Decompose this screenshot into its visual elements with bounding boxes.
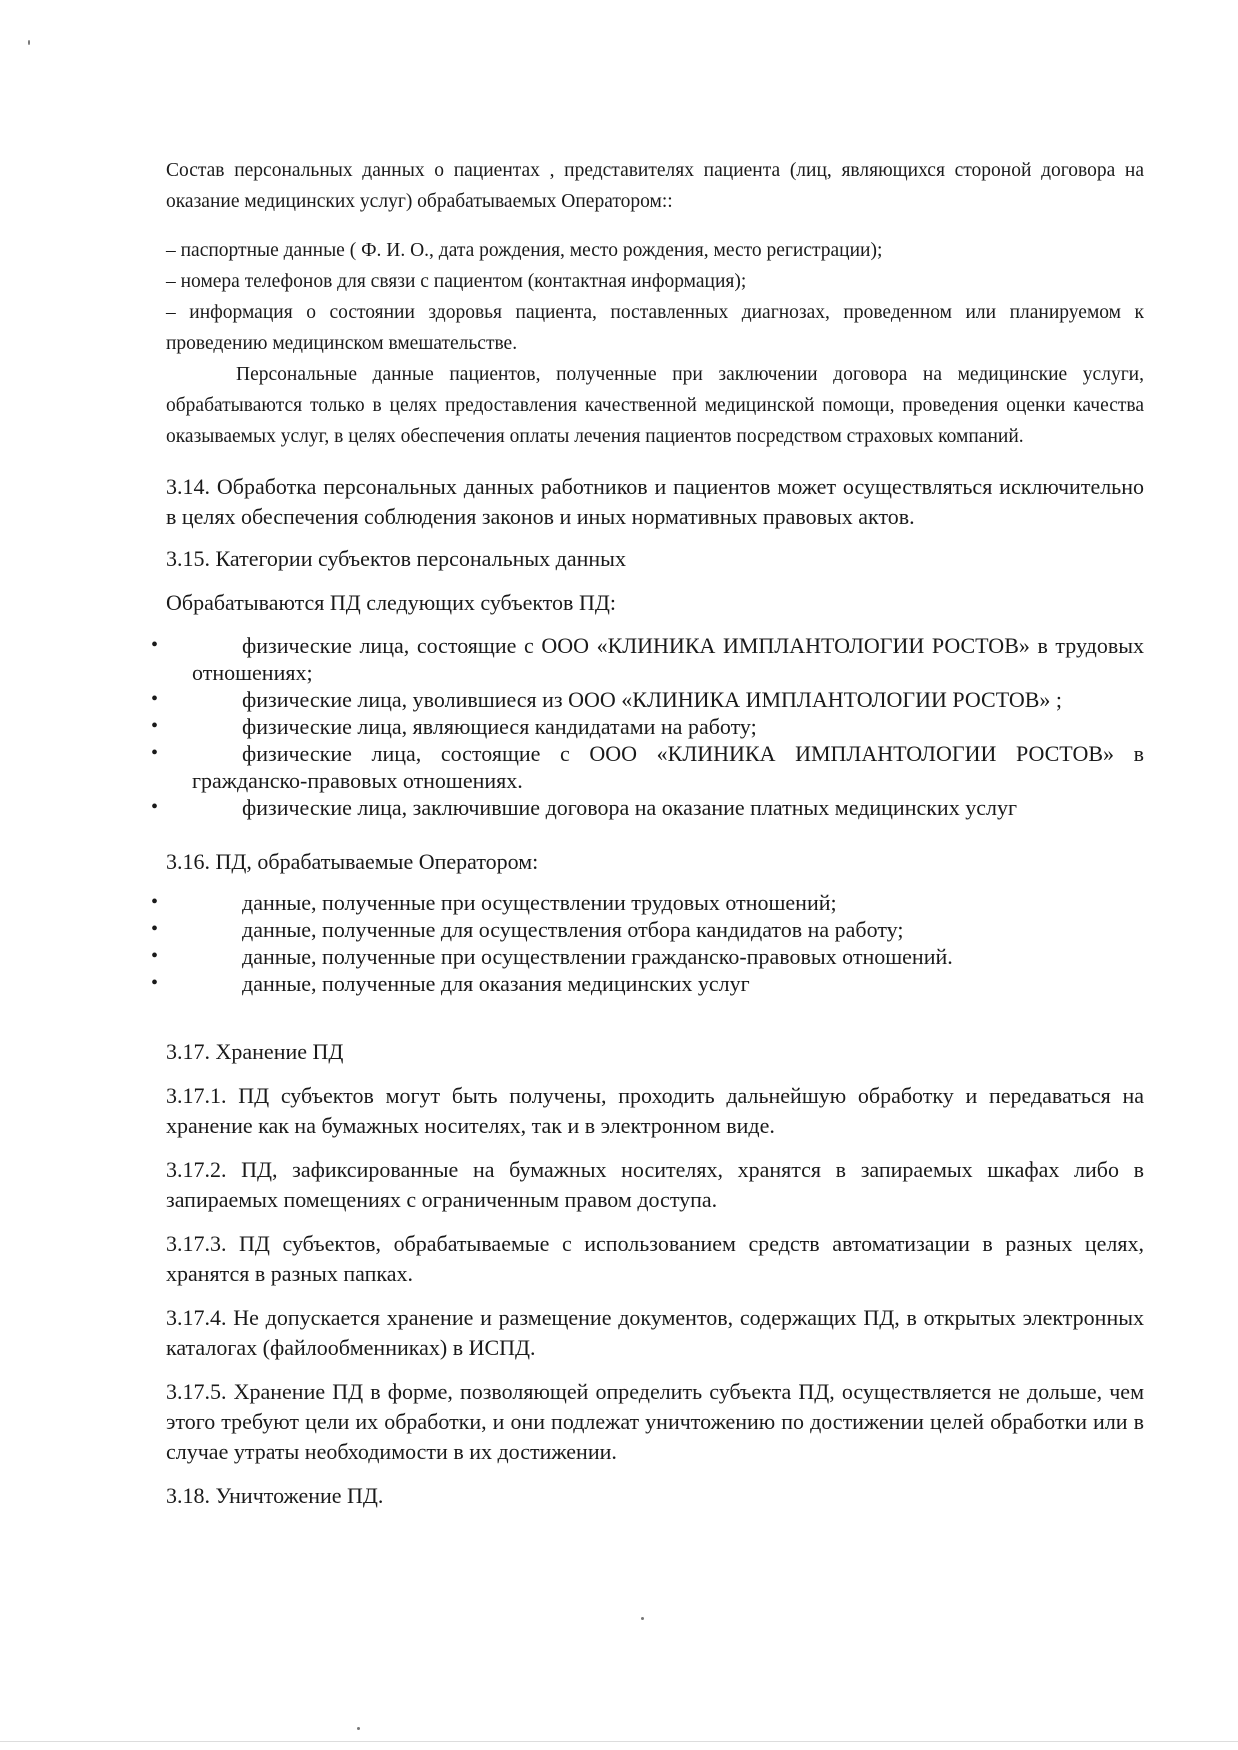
list-item: – номера телефонов для связи с пациентом (контактная информация); — [166, 266, 1144, 297]
section-3-15-lead: Обрабатываются ПД следующих субъектов ПД: — [166, 590, 616, 615]
intro-paragraph: Персональные данные пациентов, полученные при заключении договора на медицинские услуги, обрабатываются только в целях предоставления качественной медицинской помощи, проведения оценки качества оказываемых услуг, в целях обеспечения оплаты лечения пациентов посредством страховых компаний. — [166, 364, 1144, 447]
processed-data-list — [166, 889, 1144, 997]
list-item: • физические лица, заключившие договора на оказание платных медицинских услуг — [166, 794, 1144, 821]
section-3-14: 3.14. Обработка персональных данных работников и пациентов может осуществляться исключительно в целях обеспечения соблюдения законов и иных нормативных правовых актов. — [166, 474, 1144, 529]
scan-edge-line — [0, 1741, 1238, 1742]
list-item: • данные, полученные для оказания медицинских услуг — [166, 970, 1144, 997]
section-3-16-title: 3.16. ПД, обрабатываемые Оператором: — [166, 849, 539, 874]
list-item: • физические лица, являющиеся кандидатами на работу; — [166, 713, 1144, 740]
list-item: • данные, полученные для осуществления отбора кандидатов на работу; — [166, 916, 1144, 943]
list-item: • данные, полученные при осуществлении трудовых отношений; — [166, 889, 1144, 916]
subjects-list — [166, 632, 1144, 821]
patient-data-section — [166, 155, 1144, 452]
section-3-17-4: 3.17.4. Не допускается хранение и размещение документов, содержащих ПД, в открытых электронных каталогах (файлообменниках) в ИСПД. — [166, 1305, 1144, 1360]
intro-heading: Состав персональных данных о пациентах , представителях пациента (лиц, являющихся стороной договора на оказание медицинских услуг) обрабатываемых Оператором:: — [166, 160, 1144, 212]
list-item: • физические лица, уволившиеся из ООО «КЛИНИКА ИМПЛАНТОЛОГИИ РОСТОВ» ; — [166, 686, 1144, 713]
section-3-17-3: 3.17.3. ПД субъектов, обрабатываемые с использованием средств автоматизации в разных целях, хранятся в разных папках. — [166, 1231, 1144, 1286]
list-item: • физические лица, состоящие с ООО «КЛИНИКА ИМПЛАНТОЛОГИИ РОСТОВ» в трудовых отношениях; — [166, 632, 1144, 686]
section-3-18: 3.18. Уничтожение ПД. — [166, 1483, 384, 1508]
scan-speck — [357, 1727, 360, 1730]
section-3-17-1: 3.17.1. ПД субъектов могут быть получены, проходить дальнейшую обработку и передаваться на хранение как на бумажных носителях, так и в электронном виде. — [166, 1083, 1144, 1138]
list-item: • физические лица, состоящие с ООО «КЛИНИКА ИМПЛАНТОЛОГИИ РОСТОВ» в гражданско-правовых отношениях. — [166, 740, 1144, 794]
section-3-17-title: 3.17. Хранение ПД — [166, 1039, 344, 1064]
scan-speck — [641, 1617, 644, 1620]
section-3-17-5: 3.17.5. Хранение ПД в форме, позволяющей определить субъекта ПД, осуществляется не дольше, чем этого требуют цели их обработки, и они подлежат уничтожению по достижении целей обработки или в случае утраты необходимости в их достижении. — [166, 1379, 1144, 1464]
list-item: • данные, полученные при осуществлении гражданско-правовых отношений. — [166, 943, 1144, 970]
section-3-15-title: 3.15. Категории субъектов персональных данных — [166, 546, 626, 571]
list-item: – паспортные данные ( Ф. И. О., дата рождения, место рождения, место регистрации); — [166, 235, 1144, 266]
patient-data-list — [166, 235, 1144, 359]
list-item: – информация о состоянии здоровья пациента, поставленных диагнозах, проведенном или планируемом к проведению медицинском вмешательстве. — [166, 297, 1144, 359]
document-body — [166, 155, 1144, 1511]
section-3-17-2: 3.17.2. ПД, зафиксированные на бумажных носителях, хранятся в запираемых шкафах либо в запираемых помещениях с ограниченным правом доступа. — [166, 1157, 1144, 1212]
scan-speck — [28, 40, 30, 45]
